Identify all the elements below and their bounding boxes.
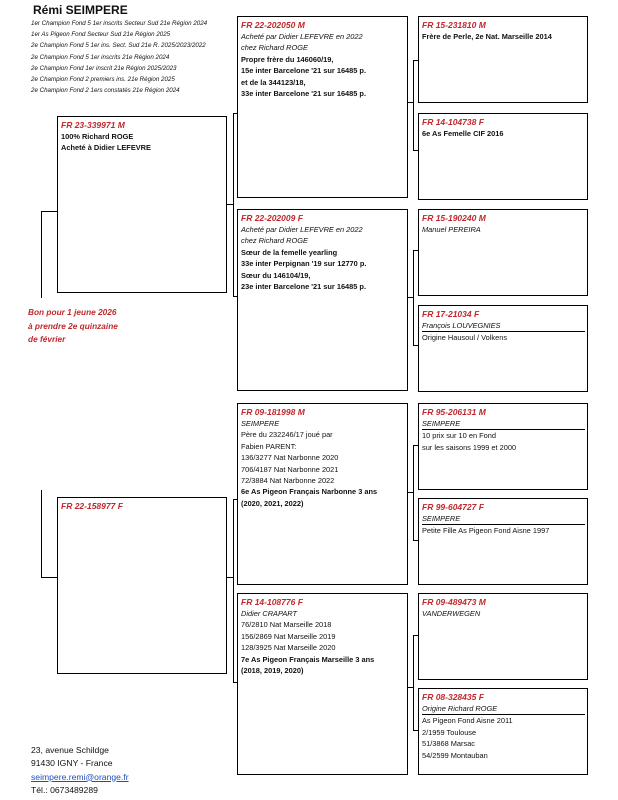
pigeon-info: 33e inter Barcelone '21 sur 16485 p. <box>241 89 367 99</box>
championship-titles <box>31 18 236 96</box>
ring-number: FR 17-21034 F <box>422 309 480 319</box>
ring-number: FR 14-108776 F <box>241 597 303 607</box>
contact-block <box>31 744 129 797</box>
owner-name: Rémi SEIMPERE <box>33 3 128 17</box>
email-link[interactable]: seimpere.remi@orange.fr <box>31 771 129 782</box>
pigeon-info: 23e inter Barcelone '21 sur 16485 p. <box>241 282 367 292</box>
pigeon-card-ddd <box>418 688 588 775</box>
connector <box>407 687 414 688</box>
title-line: 2e Champion Fond 1er inscrit 21e Région 2025/2023 <box>31 64 177 72</box>
pigeon-info: Père du 232246/17 joué par <box>241 430 333 440</box>
pigeon-card-sss <box>418 16 588 103</box>
ring-number: FR 15-231810 M <box>422 20 486 30</box>
pigeon-info: Sœur du 146104/19, <box>241 270 311 280</box>
address-city: 91430 IGNY - France <box>31 758 113 769</box>
pigeon-info: François LOUVEGNIES <box>422 320 585 332</box>
pigeon-info: 100% Richard ROGE <box>61 132 134 141</box>
ring-number: FR 22-158977 F <box>61 501 123 511</box>
pigeon-info: 10 prix sur 10 en Fond <box>422 431 496 441</box>
ring-number: FR 95-206131 M <box>422 407 486 417</box>
pigeon-info: 156/2869 Nat Marseille 2019 <box>241 631 336 641</box>
pigeon-info: Fabien PARENT: <box>241 441 297 451</box>
pigeon-info: chez Richard ROGE <box>241 236 308 246</box>
connector <box>41 211 42 298</box>
pigeon-info: SEIMPERE <box>422 418 585 430</box>
pigeon-card-dam-dam <box>237 593 408 775</box>
pigeon-info: Acheté à Didier LEFEVRE <box>61 143 151 153</box>
pigeon-card-sds <box>418 209 588 296</box>
pigeon-info: SEIMPERE <box>422 513 585 525</box>
connector <box>413 60 414 150</box>
connector <box>413 635 414 730</box>
ring-number: FR 22-202009 F <box>241 213 303 223</box>
ring-number: FR 22-202050 M <box>241 20 305 30</box>
connector <box>41 490 42 577</box>
pigeon-info: et de la 344123/18, <box>241 77 306 87</box>
title-line: 2e Champion Fond 5 1er inscrits 21e Région 2024 <box>31 53 170 61</box>
pigeon-info: chez Richard ROGE <box>241 43 308 53</box>
pigeon-info: Origine Richard ROGE <box>422 703 585 715</box>
connector <box>407 297 414 298</box>
pigeon-info: SEIMPERE <box>241 419 280 428</box>
pigeon-info: VANDERWEGEN <box>422 609 481 618</box>
pigeon-info: Manuel PEREIRA <box>422 225 481 234</box>
ring-number: FR 15-190240 M <box>422 213 486 223</box>
title-line: 1er As Pigeon Fond Secteur Sud 21e Région 2025 <box>31 31 171 39</box>
pigeon-info: 15e inter Barcelone '21 sur 16485 p. <box>241 66 367 76</box>
pigeon-card-dss <box>418 403 588 490</box>
pigeon-info: 128/3925 Nat Marseille 2020 <box>241 643 336 653</box>
title-line: 2e Champion Fond 2 1ers constatés 21e Région 2024 <box>31 87 180 95</box>
pigeon-card-sdd <box>418 305 588 392</box>
pigeon-card-dam <box>57 497 227 674</box>
pigeon-card-dds <box>418 593 588 680</box>
pigeon-card-sire-dam <box>237 209 408 391</box>
pigeon-info: 54/2599 Montauban <box>422 750 488 760</box>
phone-number: Tél.: 0673489289 <box>31 784 98 795</box>
connector <box>41 211 58 212</box>
pigeon-card-sire-sire <box>237 16 408 198</box>
title-line: 2e Champion Fond 2 premiers ins. 21e Région 2025 <box>31 76 175 84</box>
pigeon-info: 76/2810 Nat Marseille 2018 <box>241 620 332 630</box>
ring-number: FR 08-328435 F <box>422 692 484 702</box>
title-line: 1er Champion Fond 5 1er inscrits Secteur Sud 21e Région 2024 <box>31 20 208 27</box>
pigeon-info: Acheté par Didier LEFEVRE en 2022 <box>241 32 363 41</box>
pigeon-info: 706/4187 Nat Narbonne 2021 <box>241 464 339 474</box>
pigeon-info: 51/3868 Marsac <box>422 739 475 749</box>
connector <box>407 102 414 103</box>
connector <box>226 577 234 578</box>
pigeon-info: (2020, 2021, 2022) <box>241 498 304 508</box>
pigeon-card-ssd <box>418 113 588 200</box>
pigeon-info: 6e As Pigeon Français Narbonne 3 ans <box>241 487 378 497</box>
pigeon-info: Petite Fille As Pigeon Fond Aisne 1997 <box>422 526 550 536</box>
pigeon-info: 136/3277 Nat Narbonne 2020 <box>241 453 339 463</box>
ring-number: FR 09-489473 M <box>422 597 486 607</box>
title-line: 2e Champion Fond 5 1er ins. Sect. Sud 21e R. 2025/2023/2022 <box>31 42 206 50</box>
pigeon-info: (2018, 2019, 2020) <box>241 666 304 676</box>
pigeon-info: Propre frère du 146060/19, <box>241 54 334 64</box>
offer-note: Bon pour 1 jeune 2026 à prendre 2e quinzaine de février <box>28 307 118 345</box>
address-street: 23, avenue Schildge <box>31 745 109 755</box>
pigeon-card-dsd <box>418 498 588 585</box>
ring-number: FR 14-104738 F <box>422 117 484 127</box>
ring-number: FR 09-181998 M <box>241 407 305 417</box>
pigeon-info: Origine Hausoul / Volkens <box>422 333 508 343</box>
pigeon-info: sur les saisons 1999 et 2000 <box>422 442 517 452</box>
pigeon-info: As Pigeon Fond Aisne 2011 <box>422 716 513 726</box>
connector <box>233 499 234 682</box>
connector <box>41 577 58 578</box>
connector <box>407 492 414 493</box>
pigeon-card-sire <box>57 116 227 293</box>
connector <box>226 204 234 205</box>
pigeon-info: Acheté par Didier LEFEVRE en 2022 <box>241 225 363 234</box>
pigeon-card-dam-sire <box>237 403 408 585</box>
pigeon-info: 72/3884 Nat Narbonne 2022 <box>241 476 335 486</box>
pigeon-info: 2/1959 Toulouse <box>422 727 477 737</box>
pigeon-info: 33e inter Perpignan '19 sur 12770 p. <box>241 259 367 269</box>
pigeon-info: 7e As Pigeon Français Marseille 3 ans <box>241 654 375 664</box>
pigeon-info: Didier CRAPART <box>241 609 297 618</box>
pigeon-info: Sœur de la femelle yearling <box>241 247 338 257</box>
pigeon-info: Frère de Perle, 2e Nat. Marseille 2014 <box>422 32 552 41</box>
pigeon-info: 6e As Femelle CIF 2016 <box>422 129 504 138</box>
ring-number: FR 99-604727 F <box>422 502 484 512</box>
ring-number: FR 23-339971 M <box>61 120 125 130</box>
